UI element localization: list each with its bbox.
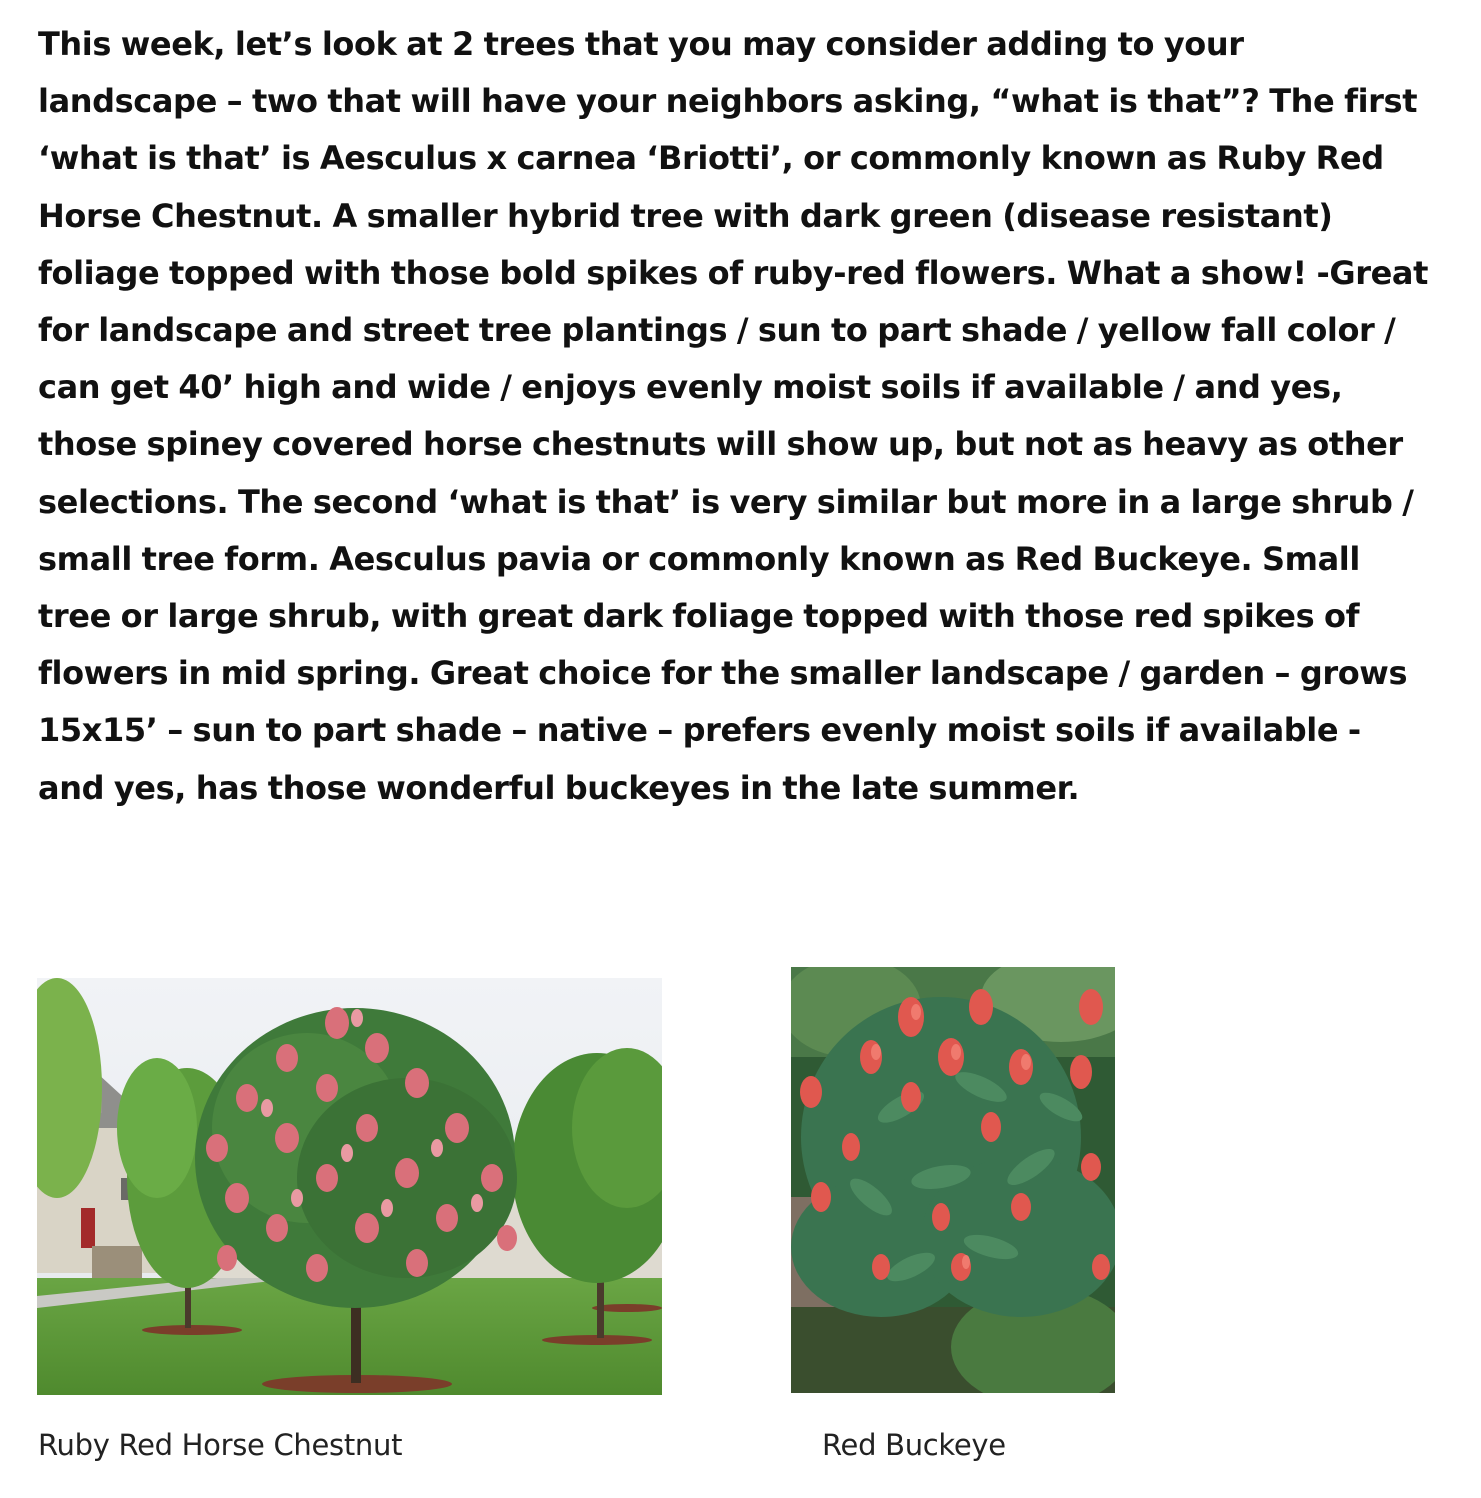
horse-chestnut-tree-illustration xyxy=(37,978,662,1395)
red-buckeye-caption: Red Buckeye xyxy=(822,1428,1006,1462)
article-body: This week, let’s look at 2 trees that you may consider adding to your landscape – two that will have your neighbors asking, “what is that”? The first ‘what is that’ is Aesculus x carnea ‘Briotti’, or commonly known as Ruby Red Horse Chestnut. A smaller hybrid tree with dark green (disease resistant) foliage topped with those bold spikes of ruby-red flowers. What a show! -Great for landscape and street tree plantings / sun to part shade / yellow fall color / can get 40’ high and wide / enjoys evenly moist soils if available / and yes, those spiney covered horse chestnuts will show up, but not as heavy as other selections. The second ‘what is that’ is very similar but more in a large shrub / small tree form. Aesculus pavia or commonly known as Red Buckeye. Small tree or large shrub, with great dark foliage topped with those red spikes of flowers in mid spring. Great choice for the smaller landscape / garden – grows 15x15’ – sun to part shade – native – prefers evenly moist soils if available - and yes, has those wonderful buckeyes in the late summer. xyxy=(38,25,1429,807)
ruby-red-horse-chestnut-photo xyxy=(37,978,662,1395)
red-buckeye-photo xyxy=(791,967,1115,1393)
red-buckeye-shrub-illustration xyxy=(791,967,1115,1393)
ruby-red-horse-chestnut-caption: Ruby Red Horse Chestnut xyxy=(38,1428,403,1462)
